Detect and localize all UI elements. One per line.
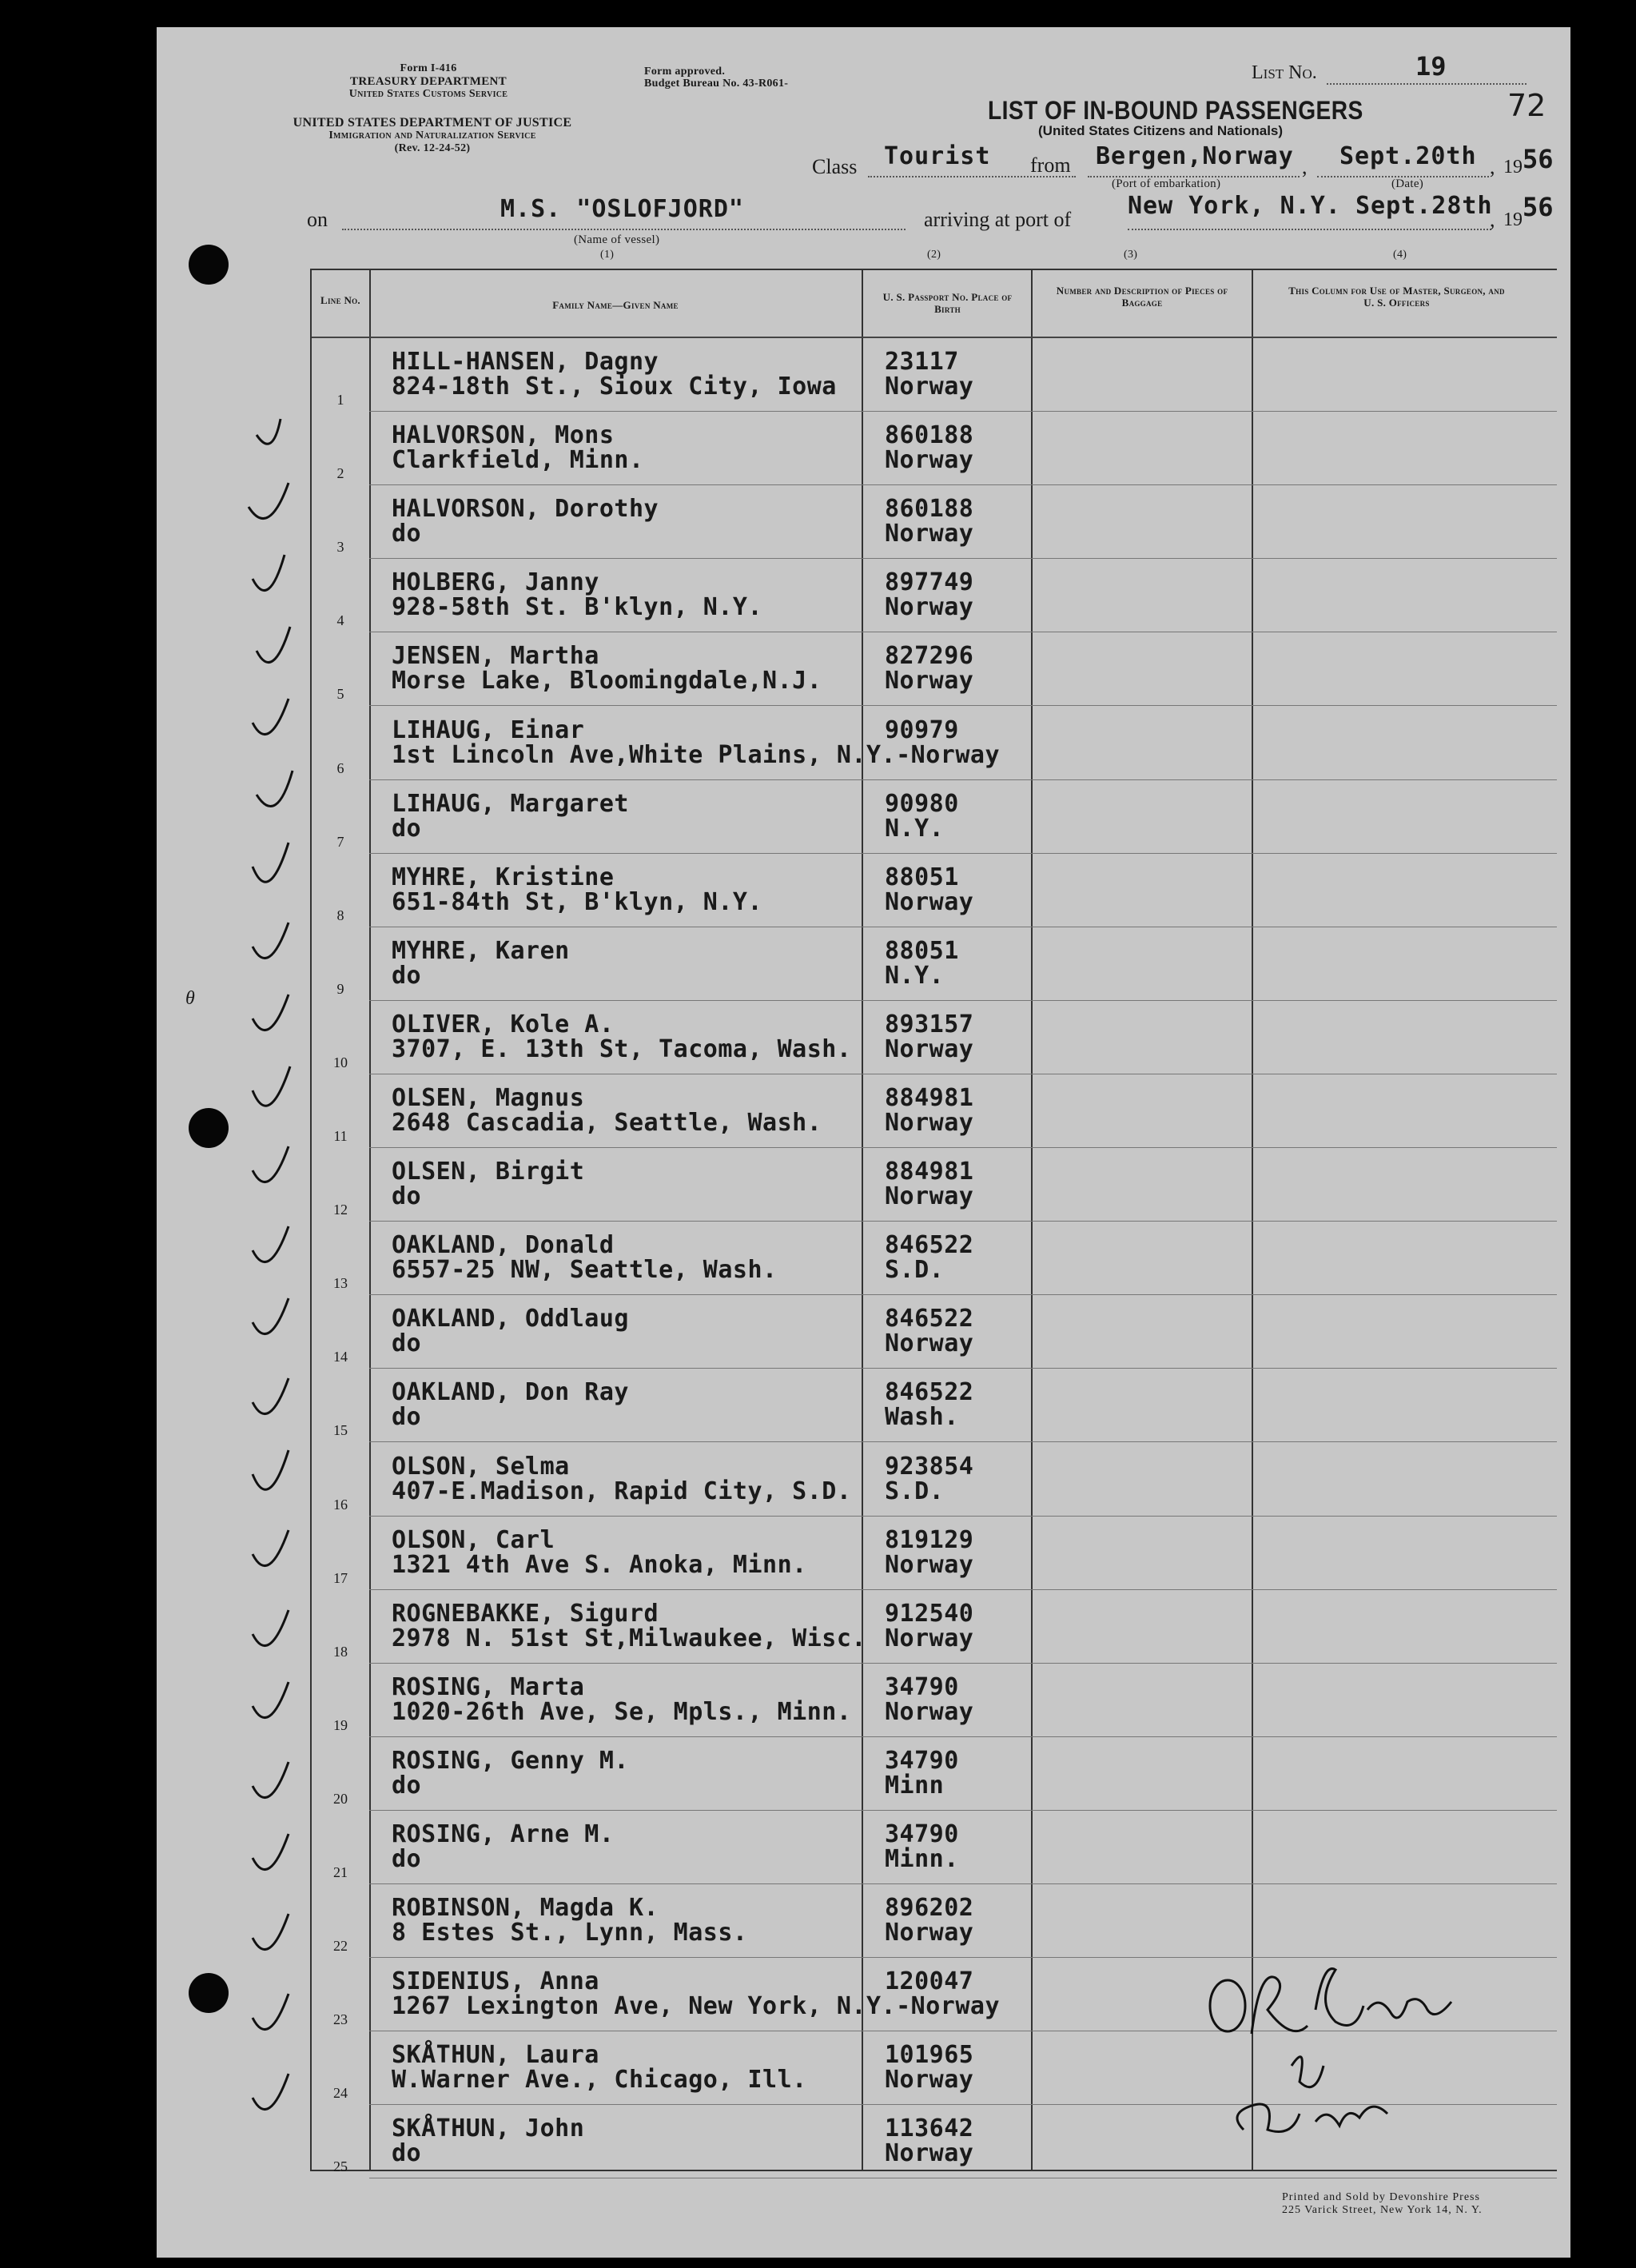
year-prefix-2: 19 [1503,209,1523,230]
passenger-address: 8 Estes St., Lynn, Mass. [392,1919,748,1947]
passport-birth [885,1231,974,1285]
table-row [312,854,1557,927]
passenger-name: OAKLAND, Oddlaug [392,1305,629,1333]
line-number: 22 [333,1938,348,1955]
passenger-name: LIHAUG, Einar [392,715,585,744]
passport-number: 846522 [885,1305,974,1333]
passenger-address: do [392,520,422,548]
col-num-1: (1) [600,249,615,261]
list-no-label: List No. [1252,62,1317,83]
passenger-name-address [392,1086,822,1135]
officer-signature [1196,1946,1531,2154]
passport-birth [885,1748,959,1798]
passport-number: 90980 [885,789,959,818]
passenger-name: OLSEN, Birgit [392,1158,585,1186]
passenger-name: SKÅTHUN, John [392,2115,585,2143]
table-row [312,1443,1557,1517]
passport-birth [885,1601,973,1651]
list-number: 19 [1415,51,1447,82]
passport-number: 846522 [885,1231,974,1260]
passenger-name: OLSON, Selma [392,1452,570,1481]
passenger-name: OLSEN, Magnus [392,1084,585,1112]
table-row [312,1295,1557,1369]
place-of-birth: Norway [885,667,974,696]
table-row [312,412,1557,485]
table-row [312,559,1557,632]
passport-birth [885,1822,959,1871]
col-num-4: (4) [1393,249,1407,261]
passenger-address: do [392,1845,422,1873]
passenger-address: Clarkfield, Minn. [392,446,644,475]
passenger-name-address [392,1231,778,1285]
place-of-birth: N.Y. [885,814,945,843]
col-header-name: Family Name—Given Name [552,299,679,311]
line-number: 8 [336,907,344,923]
passenger-name-address [392,1822,614,1871]
punch-hole-bottom [189,1973,229,2013]
passport-number: 860188 [885,495,974,524]
form-number: Form I-416 [400,62,457,74]
vessel-caption: (Name of vessel) [574,233,660,246]
passport-number: 88051 [885,936,959,965]
line-number: 11 [333,1128,348,1144]
passport-birth [885,936,959,990]
passport-birth [885,421,974,475]
passenger-address: do [392,1329,422,1358]
place-of-birth: Wash. [885,1403,959,1432]
passenger-address: 407-E.Madison, Rapid City, S.D. [392,1477,852,1505]
table-row [312,1001,1557,1074]
passenger-address: do [392,814,422,843]
passenger-name: MYHRE, Kristine [392,863,615,891]
passenger-name-address [392,496,659,546]
passenger-name: ROGNEBAKKE, Sigurd [392,1599,659,1628]
port-of-embarkation: Bergen,Norway [1096,142,1294,170]
passenger-name: ROSING, Genny M. [392,1746,629,1775]
passport-birth [885,791,959,841]
passport-birth [885,715,959,744]
passport-number: 893157 [885,1010,974,1038]
passenger-address: 1321 4th Ave S. Anoka, Minn. [392,1550,807,1579]
place-of-birth: Norway [885,520,974,548]
passenger-name: ROSING, Arne M. [392,1820,615,1848]
justice-dept: UNITED STATES DEPARTMENT OF JUSTICE [293,116,572,130]
ins-service: Immigration and Naturalization Service [328,130,536,142]
place-of-birth: Norway [885,1550,974,1579]
passenger-address: do [392,1182,422,1211]
col-num-3: (3) [1124,249,1138,261]
checkmarks [233,387,320,2194]
line-number: 15 [333,1422,348,1439]
line-number: 20 [333,1790,348,1807]
place-of-birth: S.D. [885,1256,945,1285]
passenger-name-address [392,570,762,620]
line-number: 3 [336,539,344,556]
passenger-name: MYHRE, Karen [392,936,570,965]
place-of-birth: Norway [885,1919,974,1947]
passport-birth [885,496,973,546]
place-of-birth: Norway [885,446,974,475]
passenger-name-address [392,1306,629,1356]
page-number: 72 [1507,88,1546,123]
col-header-baggage: Number and Description of Pieces of Baggage [1056,285,1228,309]
place-of-birth: Norway [885,2139,974,2168]
table-row [312,780,1557,854]
passenger-address: do [392,1403,422,1432]
passenger-address: 6557-25 NW, Seattle, Wash. [392,1256,778,1285]
passport-number: 819129 [885,1525,974,1554]
passport-number: 912540 [885,1599,974,1628]
passport-birth [885,1454,973,1504]
place-of-birth: Norway [885,1109,974,1137]
line-number: 2 [336,465,344,482]
line-number: 9 [336,980,344,997]
punch-hole-middle [189,1108,229,1148]
table-row [312,1664,1557,1737]
passport-birth [885,1378,974,1432]
table-row [312,1811,1557,1884]
passport-number: 884981 [885,1084,974,1112]
place-of-birth: Norway [885,373,974,401]
manifest-page: Form I-416 TREASURY DEPARTMENT United States Customs Service UNITED STATES DEPARTMENT OF JUSTICE Immigration and Naturalization Service (Rev. 12-24-52) Form approved. Budget Bureau No. 43-R061- List No. 19 72 LIST OF IN-BOUND PASSENGERS (United States Citizens and Nationals) Class Tourist from Bergen,Norway (Port of embarkation) , Sept.20th (Date) , 19 56 on M.S. "OSLOFJORD" (Name of vessel) (1) arriving at port of New York, N.Y. Sept.28th , 19 56 (2) (3) (4) Line No. Family Name—Given Name U. S. Passport No. Place of Birth Number and Description of Pieces of Baggage This Column for Use of Master, Surgeon, and U. S. Officers 1 HILL-HANSEN, Dagny 824-18th St., Sioux City, Iowa 23117 Norway 2 HALVORSON, Mons Clarkfield, Minn. 860188 Norway 3 HALVORSON, Dorothy do 860188 Norway 4 HOLBERG, Janny 928-58th St. B'klyn, N.Y. 897749 Norway 5 JENSEN, Martha Morse Lake, Bloomingdale,N.J. 827296 Norway 6 LIHAUG, Einar 1st Lincoln Ave,White Plains, N.Y.-Norway 90979 7 LIHAUG, Margaret do 90980 N.Y. 8 MYHRE, Kristine 651-84th St, B'klyn, N.Y. 88051 Norway 9 MYHRE, Karen do 88051 N.Y. 10 OLIVER, Kole A. 3707, E. 13th St, Tacoma, Wash. 893157 Norway 11 OLSEN, Magnus 2648 Cascadia, Seattle, Wash. 884981 Norway 12 OLSEN, Birgit do 884981 Norway 13 OAKLAND, Donald 6557-25 NW, Seattle, Wash. 846522 S.D. 14 OAKLAND, Oddlaug do 846522 Norway 15 OAKLAND, Don Ray do 846522 Wash. 16 OLSON, Selma 407-E.Madison, Rapid City, S.D. 923854 S.D. 17 OLSON, Carl 1321 4th Ave S. Anoka, Minn. 819129 Norway 18 ROGNEBAKKE, Sigurd 2978 N. 51st St,Milwaukee, Wisc. 912540 Norway 19 ROSING, Marta 1020-26th Ave, Se, Mpls., Minn. 34790 Norway 20 ROSING, Genny M. do 34790 Minn 21 ROSING, Arne M. do 34790 Minn. 22 ROBINSON, Magda K. 8 Estes St., Lynn, Mass. 896202 Norway 23 SIDENIUS, Anna 1267 Lexington Ave, New York, N.Y.-Norway 120047 24 SKÅTHUN, Laura W.Warner Ave., Chicago, Ill. 101965 Norway 25 SKÅTHUN, John do 113642 Norway θ Printed and Sold by Devonshire Press 225 Varick Street, New York 14, N. Y. [157,27,1570,2258]
departure-date: Sept.20th [1339,142,1477,170]
table-row [312,707,1557,780]
date-caption: (Date) [1391,177,1424,190]
passport-number: 23117 [885,348,959,376]
place-of-birth: Norway [885,1182,974,1211]
line-number: 6 [336,759,344,776]
place-of-birth: Norway [885,2066,974,2095]
line-number: 18 [333,1643,348,1660]
from-label: from [1030,153,1071,177]
passenger-address: 2648 Cascadia, Seattle, Wash. [392,1109,822,1137]
form-title: LIST OF IN-BOUND PASSENGERS [988,96,1363,125]
passenger-address: 1267 Lexington Ave, New York, N.Y.-Norway [392,1992,1001,2021]
passenger-address: do [392,961,422,990]
passport-number: 923854 [885,1452,974,1481]
arrival-port: New York, N.Y. [1128,192,1341,220]
table-row [312,1148,1557,1222]
passenger-name-address [392,421,644,475]
line-number: 14 [333,1349,348,1365]
passenger-name: OAKLAND, Donald [392,1231,615,1260]
passport-birth [885,1159,973,1209]
arrival-date: Sept.28th [1355,192,1493,220]
form-approved: Form approved. [644,66,726,78]
passport-birth [885,349,973,399]
passenger-name: HALVORSON, Dorothy [392,495,659,524]
passenger-name: OAKLAND, Don Ray [392,1378,629,1407]
table-row [312,1369,1557,1442]
passenger-name: SKÅTHUN, Laura [392,2041,599,2070]
passenger-name: HALVORSON, Mons [392,421,615,450]
table-row [312,1737,1557,1811]
passenger-name-address [392,1454,851,1504]
passenger-name-address [392,1378,629,1432]
passenger-name-address [392,1601,866,1651]
passport-birth [885,1306,973,1356]
passenger-name: ROBINSON, Magda K. [392,1894,659,1923]
passport-number: 846522 [885,1378,974,1407]
arrival-year: 56 [1523,192,1554,222]
passenger-name-address [392,865,762,915]
passenger-name-address [392,1748,629,1798]
passport-number: 113642 [885,2115,974,2143]
line-number: 19 [333,1716,348,1733]
line-number: 16 [333,1496,348,1513]
passport-number: 897749 [885,568,974,597]
passenger-name-address [392,349,837,399]
printer-line-1: Printed and Sold by Devonshire Press [1282,2191,1480,2203]
passenger-address: 928-58th St. B'klyn, N.Y. [392,593,763,622]
vessel-name: M.S. "OSLOFJORD" [500,195,744,223]
passenger-address: 1st Lincoln Ave,White Plains, N.Y.-Norway [392,740,1001,769]
passenger-address: 1020-26th Ave, Se, Mpls., Minn. [392,1697,852,1726]
budget-bureau: Budget Bureau No. 43-R061- [644,78,789,90]
passport-number: 34790 [885,1746,959,1775]
table-row [312,1074,1557,1148]
passenger-name: JENSEN, Martha [392,642,599,671]
table-row [312,338,1557,412]
passport-birth [885,2041,974,2095]
passenger-address: W.Warner Ave., Chicago, Ill. [392,2066,807,2095]
line-number: 4 [336,612,344,629]
place-of-birth: Minn. [885,1845,959,1873]
arriving-label: arriving at port of [924,208,1072,231]
passenger-name: OLSON, Carl [392,1525,555,1554]
passenger-name-address [392,791,629,841]
table-row [312,1517,1557,1590]
year-prefix: 19 [1503,157,1523,177]
place-of-birth: Norway [885,593,974,622]
punch-hole-top [189,245,229,285]
place-of-birth: N.Y. [885,961,945,990]
line-number: 13 [333,1275,348,1292]
line-number: 1 [336,392,344,408]
col-header-officers: This Column for Use of Master, Surgeon, and U. S. Officers [1288,285,1505,309]
passenger-address: Morse Lake, Bloomingdale,N.J. [392,667,822,696]
passport-birth [885,642,974,696]
line-number: 21 [333,1864,348,1880]
passenger-name: HOLBERG, Janny [392,568,599,597]
embarkation-caption: (Port of embarkation) [1112,177,1221,190]
treasury-dept: TREASURY DEPARTMENT [350,75,507,88]
table-row [312,1222,1557,1295]
line-number: 24 [333,2085,348,2102]
passport-number: 88051 [885,863,959,891]
passenger-name: ROSING, Marta [392,1672,585,1701]
table-row [312,485,1557,559]
line-number: 17 [333,1569,348,1586]
passenger-name-address [392,1672,852,1726]
passenger-address: 651-84th St, B'klyn, N.Y. [392,887,763,916]
table-row [312,927,1557,1001]
table-row [312,1590,1557,1664]
place-of-birth: Norway [885,1329,974,1358]
passport-number: 860188 [885,421,974,450]
col-header-passport: U. S. Passport No. Place of Birth [882,291,1013,315]
passport-birth [885,1672,974,1726]
passport-number: 34790 [885,1820,959,1848]
passenger-name-address [392,2116,584,2166]
passenger-name: HILL-HANSEN, Dagny [392,348,659,376]
place-of-birth: S.D. [885,1477,945,1505]
passport-number: 90979 [885,715,959,744]
passport-birth [885,1895,973,1945]
form-subtitle: (United States Citizens and Nationals) [1038,123,1284,138]
passport-number: 884981 [885,1158,974,1186]
passport-birth [885,1969,973,1994]
form-revision: (Rev. 12-24-52) [394,142,471,154]
passenger-address: do [392,2139,422,2168]
passport-birth [885,1012,973,1062]
class-label: Class [812,155,858,178]
passenger-name-address [392,1895,747,1945]
passenger-name-address [392,642,822,696]
place-of-birth: Norway [885,1624,974,1652]
passenger-name: SIDENIUS, Anna [392,1967,599,1996]
line-number: 23 [333,2011,348,2028]
signature-mark [1260,2106,1262,2107]
passenger-name-address [392,1159,584,1209]
place-of-birth: Minn [885,1771,945,1800]
passport-number: 896202 [885,1894,974,1923]
passport-number: 101965 [885,2041,974,2070]
passenger-name-address [392,936,570,990]
passenger-address: 3707, E. 13th St, Tacoma, Wash. [392,1034,852,1063]
place-of-birth: Norway [885,1034,974,1063]
passport-birth [885,1086,973,1135]
passenger-name-address [392,1525,807,1579]
line-number: 10 [333,1054,348,1070]
place-of-birth: Norway [885,1697,974,1726]
col-header-line-no: Line No. [320,294,360,306]
line-number: 25 [333,2158,348,2175]
line-number: 5 [336,686,344,703]
signature-text [1260,2002,1264,2003]
passport-number: 120047 [885,1967,974,1996]
passport-number: 827296 [885,642,974,671]
passenger-table [310,269,1557,2175]
line-number: 7 [336,833,344,850]
passenger-address: do [392,1771,422,1800]
passenger-name: LIHAUG, Margaret [392,789,629,818]
printer-line-2: 225 Varick Street, New York 14, N. Y. [1282,2204,1483,2216]
departure-year: 56 [1523,144,1554,174]
passenger-name-address [392,2041,807,2095]
passenger-name-address [392,1012,851,1062]
passport-birth [885,1525,974,1579]
passport-birth [885,570,973,620]
passport-number: 34790 [885,1672,959,1701]
passenger-name: OLIVER, Kole A. [392,1010,615,1038]
on-label: on [307,208,328,231]
customs-service: United States Customs Service [348,88,508,100]
passport-birth [885,865,973,915]
col-num-2: (2) [927,249,941,261]
table-row [312,632,1557,706]
line-number: 12 [333,1202,348,1218]
place-of-birth: Norway [885,887,974,916]
passenger-address: 824-18th St., Sioux City, Iowa [392,373,837,401]
class-value: Tourist [884,142,991,170]
passport-birth [885,2116,973,2166]
passenger-address: 2978 N. 51st St,Milwaukee, Wisc. [392,1624,866,1652]
